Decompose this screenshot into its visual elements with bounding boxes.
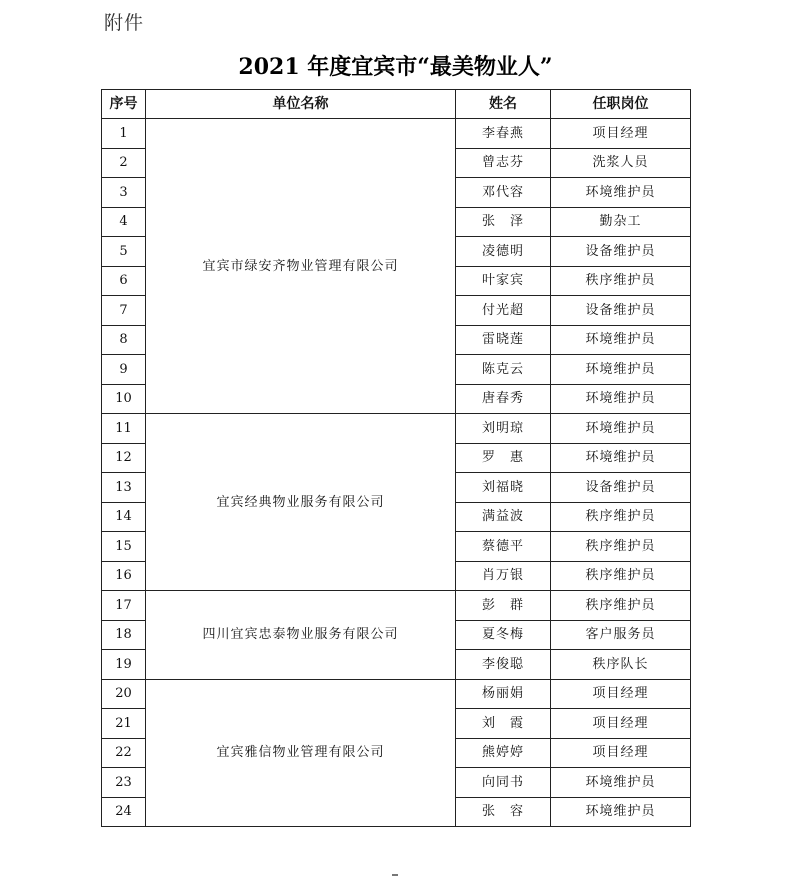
row-seq: 20 [102, 679, 146, 709]
row-position: 设备维护员 [551, 237, 691, 267]
row-position: 客户服务员 [551, 620, 691, 650]
row-position: 环境维护员 [551, 178, 691, 208]
row-seq: 18 [102, 620, 146, 650]
row-person-name: 彭 群 [456, 591, 551, 621]
row-person-name: 蔡德平 [456, 532, 551, 562]
row-person-name: 夏冬梅 [456, 620, 551, 650]
row-position: 设备维护员 [551, 296, 691, 326]
company-name-cell: 宜宾雅信物业管理有限公司 [146, 679, 456, 827]
row-person-name: 李春燕 [456, 119, 551, 149]
page-number-mark [392, 874, 398, 876]
row-person-name: 雷晓莲 [456, 325, 551, 355]
row-person-name: 陈克云 [456, 355, 551, 385]
row-seq: 24 [102, 797, 146, 827]
table-row [102, 679, 691, 709]
row-seq: 11 [102, 414, 146, 444]
row-seq: 5 [102, 237, 146, 267]
row-person-name: 唐春秀 [456, 384, 551, 414]
row-person-name: 罗 惠 [456, 443, 551, 473]
header-name: 姓名 [456, 90, 551, 119]
row-position: 环境维护员 [551, 443, 691, 473]
row-seq: 17 [102, 591, 146, 621]
row-person-name: 邓代容 [456, 178, 551, 208]
row-position: 环境维护员 [551, 325, 691, 355]
row-seq: 8 [102, 325, 146, 355]
row-seq: 12 [102, 443, 146, 473]
row-seq: 6 [102, 266, 146, 296]
row-position: 项目经理 [551, 709, 691, 739]
row-seq: 21 [102, 709, 146, 739]
table-row [102, 119, 691, 149]
row-seq: 19 [102, 650, 146, 680]
table-body [102, 119, 691, 827]
row-seq: 14 [102, 502, 146, 532]
row-position: 秩序维护员 [551, 502, 691, 532]
table-row [102, 591, 691, 621]
row-person-name: 李俊聪 [456, 650, 551, 680]
row-person-name: 刘福晓 [456, 473, 551, 503]
row-person-name: 凌德明 [456, 237, 551, 267]
row-position: 勤杂工 [551, 207, 691, 237]
row-position: 项目经理 [551, 679, 691, 709]
row-seq: 9 [102, 355, 146, 385]
table-row [102, 414, 691, 444]
row-seq: 23 [102, 768, 146, 798]
row-seq: 1 [102, 119, 146, 149]
row-position: 项目经理 [551, 738, 691, 768]
row-position: 秩序维护员 [551, 591, 691, 621]
row-seq: 15 [102, 532, 146, 562]
row-seq: 7 [102, 296, 146, 326]
row-position: 秩序队长 [551, 650, 691, 680]
row-position: 环境维护员 [551, 414, 691, 444]
row-seq: 22 [102, 738, 146, 768]
document-title: 2021 年度宜宾市“最美物业人” [238, 54, 553, 80]
row-person-name: 张 容 [456, 797, 551, 827]
row-person-name: 张 泽 [456, 207, 551, 237]
row-person-name: 曾志芬 [456, 148, 551, 178]
row-position: 洗浆人员 [551, 148, 691, 178]
row-seq: 2 [102, 148, 146, 178]
row-person-name: 肖万银 [456, 561, 551, 591]
row-position: 项目经理 [551, 119, 691, 149]
header-company: 单位名称 [146, 90, 456, 119]
row-person-name: 满益波 [456, 502, 551, 532]
row-person-name: 叶家宾 [456, 266, 551, 296]
row-seq: 4 [102, 207, 146, 237]
row-position: 设备维护员 [551, 473, 691, 503]
row-seq: 13 [102, 473, 146, 503]
row-person-name: 刘明琼 [456, 414, 551, 444]
company-name-cell: 宜宾经典物业服务有限公司 [146, 414, 456, 591]
row-person-name: 熊婷婷 [456, 738, 551, 768]
row-position: 环境维护员 [551, 797, 691, 827]
row-person-name: 向同书 [456, 768, 551, 798]
row-seq: 16 [102, 561, 146, 591]
row-position: 秩序维护员 [551, 532, 691, 562]
row-position: 环境维护员 [551, 355, 691, 385]
table-header-row [102, 90, 691, 119]
row-position: 秩序维护员 [551, 561, 691, 591]
row-person-name: 杨丽娟 [456, 679, 551, 709]
row-person-name: 刘 霞 [456, 709, 551, 739]
company-name-cell: 四川宜宾忠泰物业服务有限公司 [146, 591, 456, 680]
row-seq: 10 [102, 384, 146, 414]
row-seq: 3 [102, 178, 146, 208]
row-position: 环境维护员 [551, 384, 691, 414]
header-seq: 序号 [102, 90, 146, 119]
row-person-name: 付光超 [456, 296, 551, 326]
row-position: 环境维护员 [551, 768, 691, 798]
header-position: 任职岗位 [551, 90, 691, 119]
award-roster-table [101, 89, 691, 827]
row-position: 秩序维护员 [551, 266, 691, 296]
company-name-cell: 宜宾市绿安齐物业管理有限公司 [146, 119, 456, 414]
attachment-label: 附件 [104, 12, 145, 34]
